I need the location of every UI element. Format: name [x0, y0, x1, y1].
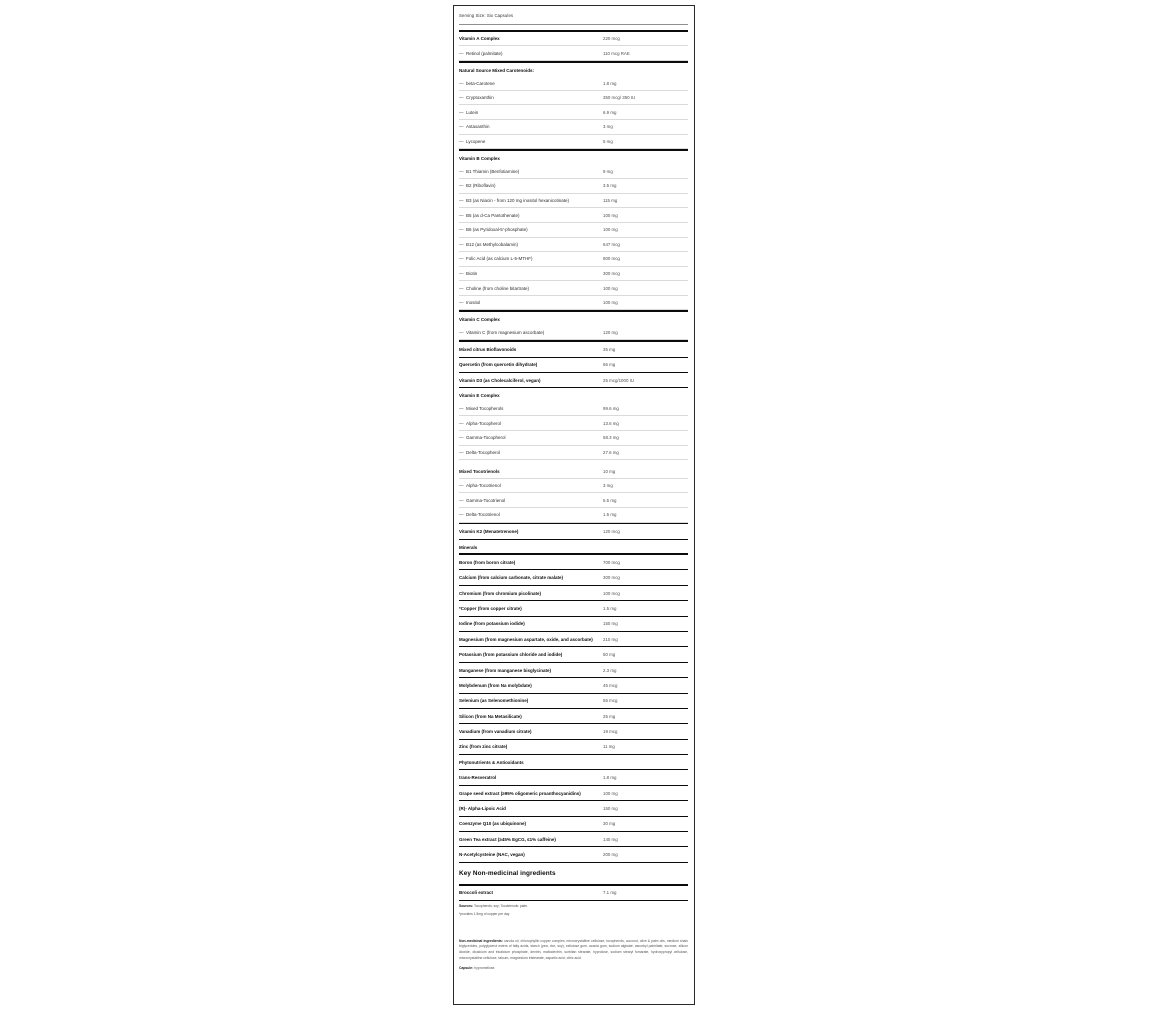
dash-prefix: — — [459, 168, 464, 174]
table-row — [459, 373, 688, 388]
table-row — [459, 179, 688, 194]
ingredient-name: Lutein — [466, 109, 479, 115]
ingredient-name: (R)- Alpha-Lipoic Acid — [459, 805, 506, 811]
ingredient-amount: 3.5 mg — [603, 183, 617, 189]
table-row — [459, 493, 688, 508]
dash-prefix: — — [459, 95, 464, 101]
ingredient-name: B1 Thiamin (Benfotiamine) — [466, 168, 520, 174]
ingredient-amount: 6.9 mg — [603, 109, 617, 115]
ingredient-amount: 1.5 mg — [603, 605, 617, 611]
dash-prefix: — — [459, 512, 464, 518]
table-row — [459, 724, 688, 739]
ingredient-name: Astaxanthin — [466, 124, 490, 130]
ingredient-amount: 200 mg — [603, 852, 618, 858]
dash-prefix: — — [459, 50, 464, 56]
ingredient-amount: 5 mg — [603, 138, 613, 144]
table-row — [459, 416, 688, 431]
section-header-row — [459, 312, 688, 326]
ingredient-name: *Copper (from copper citrate) — [459, 605, 522, 611]
ingredient-name: Potassium (from potassium chloride and iodide) — [459, 652, 563, 658]
table-row — [459, 770, 688, 785]
table-row — [459, 694, 688, 709]
table-row — [459, 601, 688, 616]
table-row — [459, 570, 688, 585]
ingredient-name: Vitamin K2 (Menatetrenone) — [459, 529, 519, 535]
ingredient-name: B3 (as Niacin - from 120 mg inositol hexanicotinate) — [466, 198, 570, 204]
ingredient-name: Minerals — [459, 544, 478, 550]
table-row — [459, 479, 688, 494]
table-row — [459, 464, 688, 479]
table-row — [459, 886, 688, 901]
dash-prefix: — — [459, 183, 464, 189]
table-row — [459, 326, 688, 341]
ingredient-name: Manganese (from manganese bisglycinate) — [459, 667, 552, 673]
table-row — [459, 555, 688, 570]
table-row — [459, 847, 688, 862]
table-row — [459, 678, 688, 693]
ingredient-name: Vitamin C Complex — [459, 317, 500, 323]
ingredient-name: B2 (Riboflavin) — [466, 183, 496, 189]
table-row — [459, 252, 688, 267]
serving-size: Serving Size: Six Capsules — [459, 6, 688, 25]
ingredient-name: Mixed Tocopherols — [466, 406, 504, 412]
ingredient-amount: 99.6 mg — [603, 406, 619, 412]
section-header-row — [459, 63, 688, 77]
table-row — [459, 223, 688, 238]
table-row — [459, 165, 688, 180]
ingredient-amount: 100 mcg — [603, 590, 620, 596]
ingredient-name: Broccoli extract — [459, 890, 494, 896]
table-row — [459, 786, 688, 801]
ingredient-name: Green Tea extract (≥45% EgCG, ≤1% caffeine) — [459, 836, 556, 842]
ingredient-amount: 3 mg — [603, 124, 613, 130]
ingredient-name: Chromium (from chromium picolinate) — [459, 590, 542, 596]
dash-prefix: — — [459, 198, 464, 204]
dash-prefix: — — [459, 449, 464, 455]
ingredient-name: Calcium (from calcium carbonate, citrate malate) — [459, 575, 564, 581]
dash-prefix: — — [459, 497, 464, 503]
capsule-text: hypromellose. — [473, 966, 496, 971]
table-row — [459, 632, 688, 647]
ingredient-amount: 25 mg — [603, 713, 616, 719]
ingredient-name: Choline (from choline bitartrate) — [466, 285, 530, 291]
ingredient-amount: 210 mg — [603, 636, 618, 642]
ingredient-amount: 13.6 mg — [603, 420, 619, 426]
ingredient-amount: 220 mcg — [603, 36, 620, 42]
footnotes — [459, 904, 688, 970]
ingredient-name: Iodine (from potassium iodide) — [459, 621, 525, 627]
ingredient-name: Retinol (palmitate) — [466, 50, 503, 56]
table-row — [459, 524, 688, 539]
table-row — [459, 709, 688, 724]
table-row — [459, 267, 688, 282]
table-row — [459, 76, 688, 91]
ingredient-amount: 110 mcg RAE — [603, 50, 630, 56]
sources-text: Tocopherols: soy; Tocotrienols: palm. — [473, 903, 528, 908]
ingredient-name: Vitamin E Complex — [459, 393, 500, 399]
ingredient-name: Alpha-Tocopherol — [466, 420, 502, 426]
dash-prefix: — — [459, 435, 464, 441]
dash-prefix: — — [459, 227, 464, 233]
section-header-row — [459, 540, 688, 554]
ingredient-name: Coenzyme Q10 (as ubiquinone) — [459, 821, 527, 827]
table-row — [459, 135, 688, 150]
table-row — [459, 105, 688, 120]
ingredient-amount: 100 mg — [603, 212, 618, 218]
ingredient-amount: 7.1 mg — [603, 890, 617, 896]
table-row — [459, 358, 688, 373]
dash-prefix: — — [459, 256, 464, 262]
section-header-row — [459, 151, 688, 165]
ingredient-name: Vitamin A Complex — [459, 36, 500, 42]
ingredient-amount: 25 mcg/1000 IU — [603, 377, 634, 383]
ingredient-amount: 140 mg — [603, 836, 618, 842]
ingredient-name: Natural Source Mixed Carotenoids: — [459, 67, 535, 73]
section-header-row — [459, 755, 688, 769]
dash-prefix: — — [459, 300, 464, 306]
table-row — [459, 801, 688, 816]
dash-prefix: — — [459, 420, 464, 426]
table-row — [459, 208, 688, 223]
ingredient-name: Gamma-Tocopherol — [466, 435, 506, 441]
capsule-label: Capsule: — [459, 966, 474, 971]
table-row — [459, 281, 688, 296]
ingredient-amount: 9 mg — [603, 168, 613, 174]
ingredient-name: Mixed citrus Bioflavonoids — [459, 346, 517, 352]
dash-prefix: — — [459, 212, 464, 218]
ingredient-name: Silicon (from Na Metasilicate) — [459, 713, 522, 719]
ingredient-amount: 11 mg — [603, 744, 615, 750]
ingredient-name: Phytonutrients & Antioxidants — [459, 759, 524, 765]
ingredient-name: Delta-Tocotrienol — [466, 512, 500, 518]
ingredient-amount: 300 mcg — [603, 575, 620, 581]
ingredient-amount: 1.8 mg — [603, 80, 617, 86]
ingredient-amount: 35 mg — [603, 346, 616, 352]
dash-prefix: — — [459, 80, 464, 86]
ingredient-amount: 300 mcg — [603, 271, 620, 276]
supplement-facts-label — [453, 5, 695, 1005]
ingredient-name: Biotin — [466, 271, 478, 276]
ingredient-amount: 10 mg — [603, 468, 616, 474]
ingredient-amount: 100 mg — [603, 285, 618, 291]
ingredient-amount: 100 mg — [603, 300, 618, 306]
sources-note — [459, 904, 688, 909]
ingredient-name: Vitamin D3 (as Cholecalciferol, vegan) — [459, 377, 541, 383]
ingredient-name: Molybdenum (from Na molybdate) — [459, 682, 532, 688]
ingredient-amount: 65 mg — [603, 362, 616, 368]
ingredient-amount: 5.5 mg — [603, 497, 617, 503]
dash-prefix: — — [459, 241, 464, 247]
ingredient-name: Inositol — [466, 300, 481, 306]
ingredient-name: Delta-Tocopherol — [466, 449, 501, 455]
table-row — [459, 586, 688, 601]
ingredient-amount: 350 mcg/ 350 IU — [603, 95, 636, 101]
ingredient-amount: 19 mcg — [603, 729, 618, 735]
ingredient-name: Boron (from boron citrate) — [459, 559, 516, 565]
ingredient-name: Magnesium (from magnesium aspartate, oxide, and ascorbate) — [459, 636, 593, 642]
ingredient-amount: 100 mg — [603, 790, 618, 796]
ingredient-name: Lycopene — [466, 138, 486, 144]
ingredient-name: Folic Acid (as calcium L-5-MTHF) — [466, 256, 533, 262]
table-row — [459, 617, 688, 632]
label-content — [459, 6, 688, 970]
table-row — [459, 238, 688, 253]
table-row — [459, 508, 688, 523]
dash-prefix: — — [459, 406, 464, 412]
ingredient-amount: 150 mg — [603, 805, 618, 811]
table-row — [459, 296, 688, 311]
ingredient-name: B12 (as Methylcobalamin) — [466, 241, 519, 247]
ingredient-amount: 45 mcg — [603, 682, 618, 688]
section-header-row — [459, 388, 688, 402]
table-row — [459, 194, 688, 209]
ingredient-name: B5 (as d-Ca Pantothenate) — [466, 212, 520, 218]
dash-prefix: — — [459, 330, 464, 336]
table-row — [459, 402, 688, 417]
table-row — [459, 46, 688, 61]
table-row — [459, 120, 688, 135]
ingredient-amount: 700 mcg — [603, 559, 620, 565]
table-row — [459, 647, 688, 662]
non-medicinal-label: Non-medicinal ingredients: — [459, 938, 503, 943]
ingredient-name: beta-Carotene — [466, 80, 495, 86]
dash-prefix: — — [459, 109, 464, 115]
table-row — [459, 342, 688, 357]
table-row — [459, 663, 688, 678]
ingredient-name: trans-Resveratrol — [459, 775, 497, 781]
table-row — [459, 32, 688, 47]
dash-prefix: — — [459, 124, 464, 130]
rows — [459, 30, 688, 901]
ingredient-amount: 150 mg — [603, 621, 618, 627]
dash-prefix: — — [459, 271, 464, 276]
ingredient-name: Vanadium (from vanadium citrate) — [459, 729, 532, 735]
copper-note: *provides 1.5mg of copper per day — [459, 911, 510, 916]
ingredient-name: Vitamin C (from magnesium ascorbate) — [466, 330, 545, 336]
ingredient-amount: 647 mcg — [603, 241, 620, 247]
ingredient-name: Grape seed extract (≥95% oligomeric proanthocyanidins) — [459, 790, 581, 796]
ingredient-name: N-Acetylcysteine (NAC, vegan) — [459, 852, 525, 858]
ingredient-amount: 120 mcg — [603, 529, 620, 535]
ingredient-amount: 58.3 mg — [603, 435, 619, 441]
ingredient-name: Selenium (as Selenomethionine) — [459, 698, 529, 704]
ingredient-amount: 1.5 mg — [603, 512, 617, 518]
ingredient-amount: 3 mg — [603, 483, 613, 489]
dash-prefix: — — [459, 138, 464, 144]
non-medicinal-ingredients — [459, 939, 688, 961]
ingredient-amount: 1.8 mg — [603, 775, 617, 781]
table-row — [459, 431, 688, 446]
ingredient-amount: 27.6 mg — [603, 449, 619, 455]
table-row — [459, 832, 688, 847]
non-medicinal-text: canola oil, chlorophyllin copper complex, microcrystalline cellulose, tocopherols, coconut, olive & palm oils, medium chain triglycerides, polyglycerol esters of fatty acids, starch (pea, rice, soy), cellulose gum, acacia gum, sodium alginate, ascorbyl palmitate, sucrose, silicon dioxide, dicalcium and tricalcium phosphate, dextrin, maltodextrin, sorbitan stearate, hyprolose, sodium stearyl fumarate, hydroxypropyl cellulose, microcrystalline cellulose, talcum, magnesium tristearate, aspartic acid, citric acid. — [459, 938, 688, 960]
ingredient-amount: 800 mcg — [603, 256, 620, 262]
ingredient-amount: 50 mg — [603, 652, 616, 658]
ingredient-amount: 100 mg — [603, 227, 618, 233]
ingredient-amount: 120 mg — [603, 330, 618, 336]
sources-label: Sources: — [459, 903, 474, 908]
ingredient-amount: 30 mg — [603, 821, 616, 827]
ingredient-amount: 55 mcg — [603, 698, 618, 704]
dash-prefix: — — [459, 285, 464, 291]
ingredient-name: Zinc (from zinc citrate) — [459, 744, 508, 750]
dash-prefix: — — [459, 483, 464, 489]
ingredient-name: Vitamin B Complex — [459, 155, 500, 161]
section-title: Key Non-medicinal ingredients — [459, 869, 556, 877]
capsule-note — [459, 966, 688, 970]
ingredient-name: Cryptoxanthin — [466, 95, 494, 101]
ingredient-name: Gamma-Tocotrienol — [466, 497, 506, 503]
table-row — [459, 446, 688, 461]
table-row — [459, 91, 688, 106]
ingredient-amount: 115 mg — [603, 198, 618, 204]
ingredient-name: B6 (as Pyridoxal-5'-phosphate) — [466, 227, 528, 233]
ingredient-name: Alpha-Tocotrienol — [466, 483, 501, 489]
ingredient-name: Mixed Tocotrienols — [459, 468, 500, 474]
table-row — [459, 740, 688, 755]
ingredient-amount: 2.3 mg — [603, 667, 617, 673]
ingredient-name: Quercetin (from quercetin dihydrate) — [459, 362, 538, 368]
table-row — [459, 817, 688, 832]
